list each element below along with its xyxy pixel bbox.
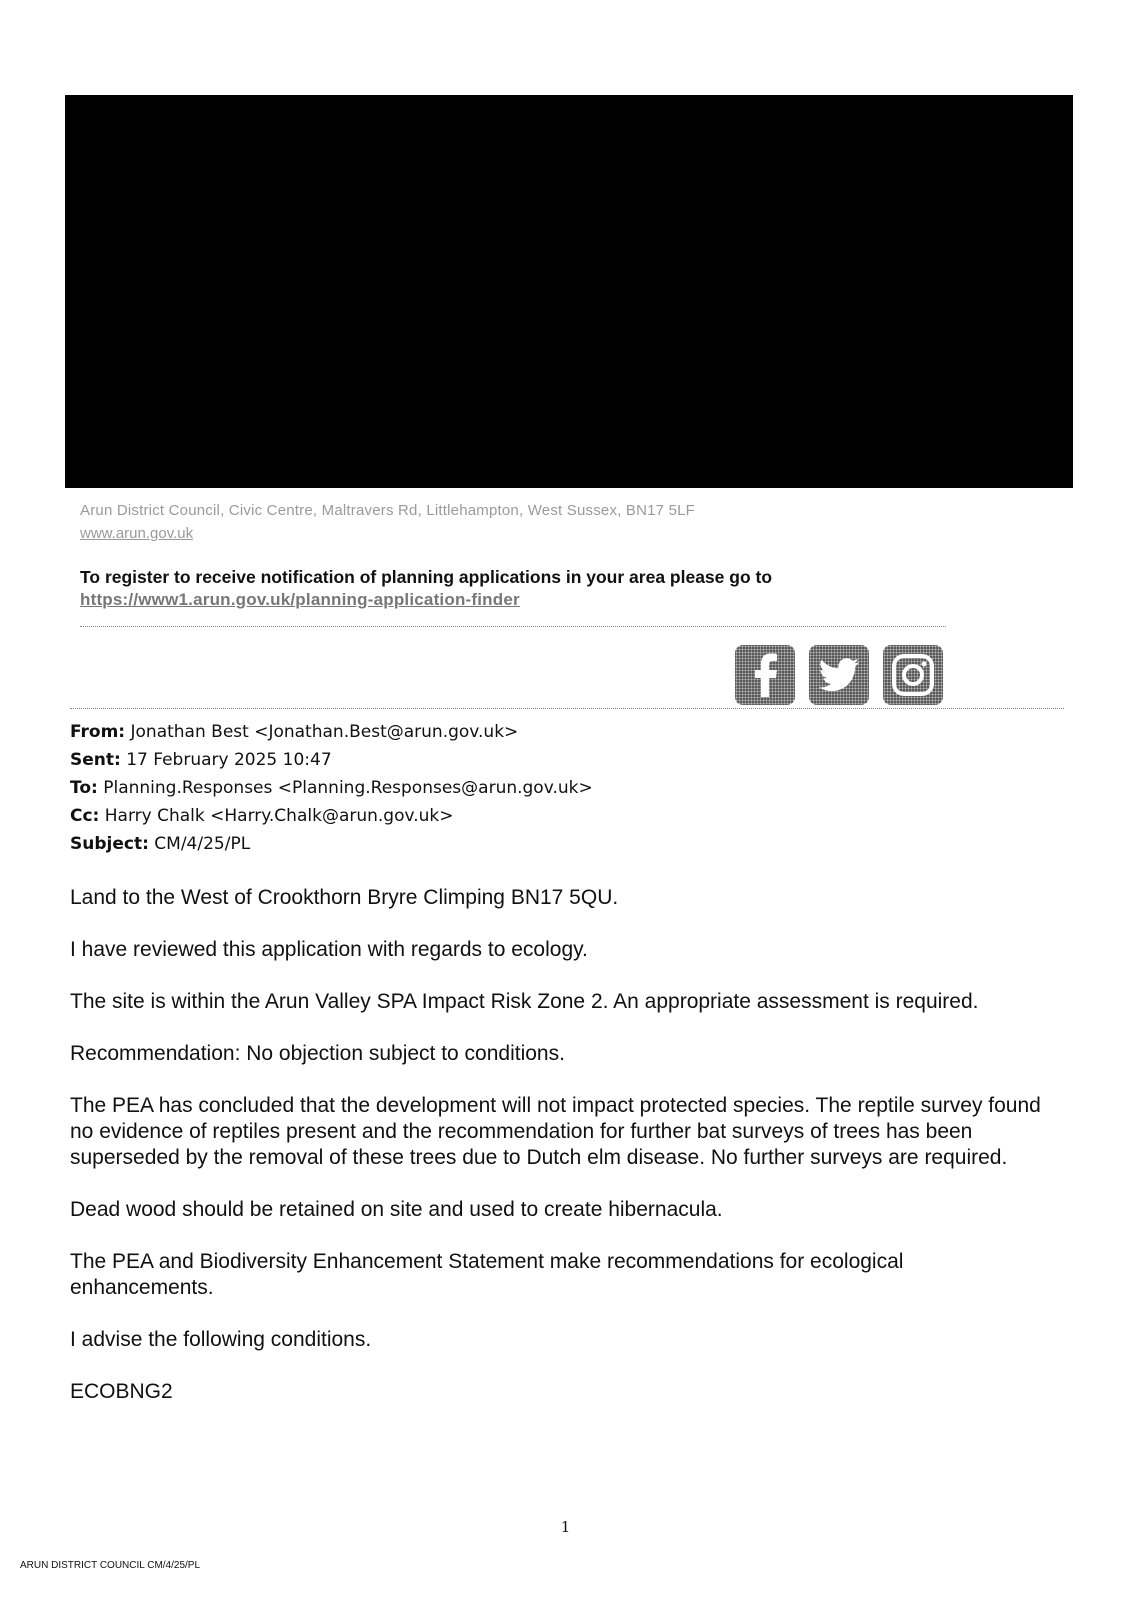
cc-line: Cc: Harry Chalk <Harry.Chalk@arun.gov.uk>	[70, 806, 454, 826]
body-paragraph: I advise the following conditions.	[70, 1328, 372, 1351]
subject-value: CM/4/25/PL	[154, 834, 251, 854]
body-paragraph: ECOBNG2	[70, 1380, 173, 1403]
sent-line: Sent: 17 February 2025 10:47	[70, 750, 332, 770]
social-icons	[735, 645, 943, 705]
facebook-icon[interactable]	[735, 645, 795, 705]
to-line: To: Planning.Responses <Planning.Responses@arun.gov.uk>	[70, 778, 593, 798]
body-paragraph: Recommendation: No objection subject to conditions.	[70, 1042, 565, 1065]
subject-line: Subject: CM/4/25/PL	[70, 834, 251, 854]
body-paragraph: Dead wood should be retained on site and used to create hibernacula.	[70, 1198, 723, 1221]
body-paragraph: The PEA and Biodiversity Enhancement Statement make recommendations for ecological enhancements.	[70, 1250, 904, 1299]
sent-value: 17 February 2025 10:47	[126, 750, 332, 770]
body-paragraph: I have reviewed this application with regards to ecology.	[70, 938, 588, 961]
to-value: Planning.Responses <Planning.Responses@arun.gov.uk>	[103, 778, 593, 798]
email-body	[70, 885, 1050, 1431]
signature-address: Arun District Council, Civic Centre, Maltravers Rd, Littlehampton, West Sussex, BN17 5LF	[80, 502, 696, 519]
twitter-icon[interactable]	[809, 645, 869, 705]
planning-finder-link[interactable]: https://www1.arun.gov.uk/planning-application-finder	[80, 590, 520, 609]
page-number: 1	[560, 1518, 571, 1536]
instagram-icon[interactable]	[883, 645, 943, 705]
from-line: From: Jonathan Best <Jonathan.Best@arun.gov.uk>	[70, 722, 519, 742]
cc-value: Harry Chalk <Harry.Chalk@arun.gov.uk>	[104, 806, 454, 826]
from-value: Jonathan Best <Jonathan.Best@arun.gov.uk>	[130, 722, 519, 742]
body-paragraph: The PEA has concluded that the development will not impact protected species. The reptile survey found no evidence of reptiles present and the recommendation for further bat surveys of trees has been superseded by the removal of these trees due to Dutch elm disease. No further surveys are required.	[70, 1094, 1041, 1169]
email-headers	[70, 718, 593, 858]
divider	[70, 708, 1064, 709]
body-paragraph: The site is within the Arun Valley SPA Impact Risk Zone 2. An appropriate assessment is required.	[70, 990, 979, 1013]
body-paragraph: Land to the West of Crookthorn Bryre Climping BN17 5QU.	[70, 886, 619, 909]
redacted-block	[65, 95, 1073, 488]
footer-label: ARUN DISTRICT COUNCIL CM/4/25/PL	[20, 1560, 201, 1571]
divider	[80, 626, 946, 627]
register-notice: To register to receive notification of planning applications in your area please go to	[80, 567, 773, 587]
signature-website-link[interactable]: www.arun.gov.uk	[80, 525, 194, 542]
